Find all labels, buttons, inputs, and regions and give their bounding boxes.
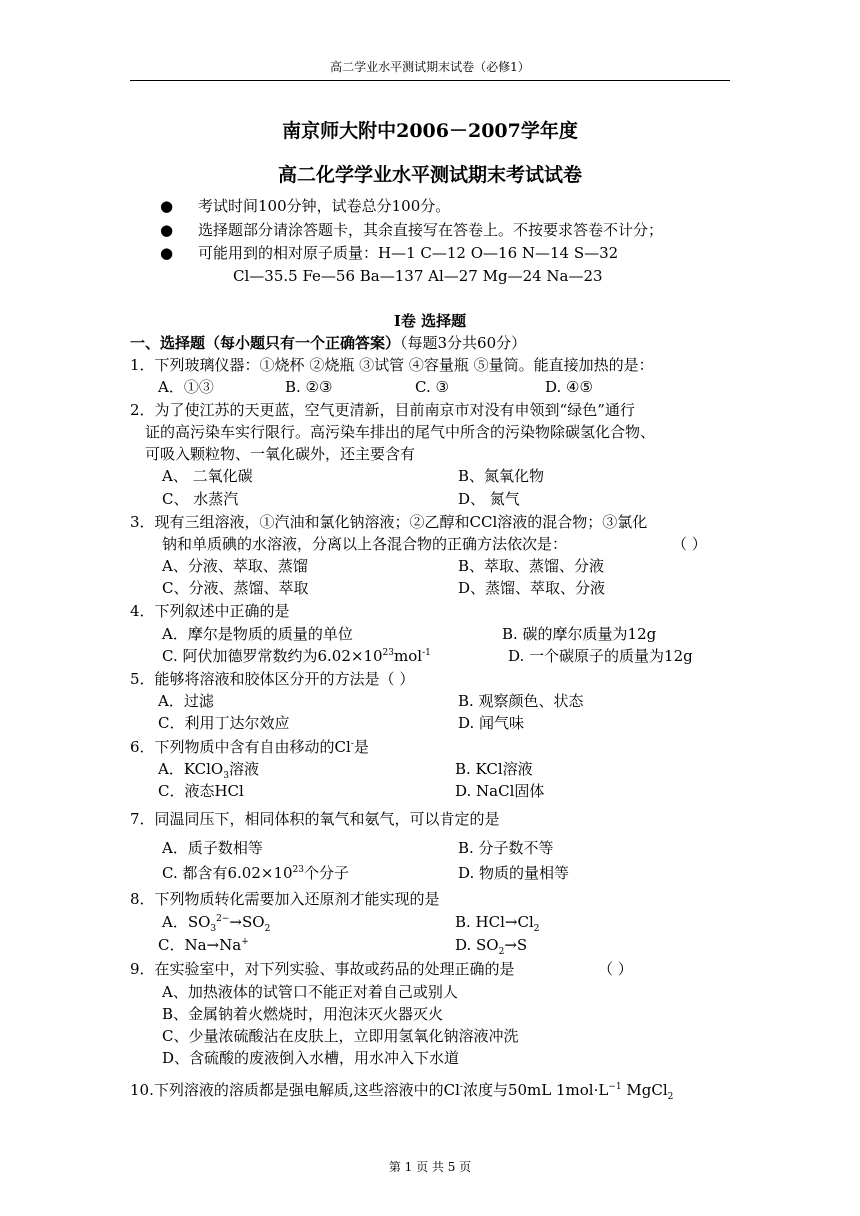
q3-option-a: A、分液、萃取、蒸馏	[162, 557, 308, 575]
question-8-stem: 8．下列物质转化需要加入还原剂才能实现的是	[130, 890, 440, 908]
q8-d-formula: D. SO	[455, 936, 499, 954]
q8-b-formula: B. HCl→Cl	[455, 913, 534, 931]
q2-option-c: C、 水蒸汽	[162, 490, 239, 508]
note-1: 考试时间100分钟，试卷总分100分。	[198, 197, 451, 215]
q8-option-a	[162, 912, 270, 932]
bullet-icon: ●	[160, 221, 174, 239]
q8-option-c	[158, 935, 249, 955]
q10-charge: -	[459, 1082, 463, 1092]
q6-option-a-formula: A．KClO	[158, 760, 224, 778]
q2-option-b: B、氮氧化物	[458, 467, 545, 485]
bullet-icon: ●	[160, 244, 174, 262]
q9-option-b: B、金属钠着火燃烧时，用泡沫灭火器灭火	[162, 1005, 444, 1023]
q10-text-2: 浓度与50mL 1mol·L	[462, 1081, 609, 1099]
school-title: 南京师大附中2006－2007学年度	[282, 120, 578, 142]
question-2-stem-line1: 2．为了使江苏的天更蓝，空气更清新，目前南京市对没有申领到“绿色”通行	[130, 401, 635, 419]
question-6-stem	[130, 737, 369, 757]
q2-option-a: A、 二氧化碳	[162, 467, 253, 485]
q5-option-a: A．过滤	[158, 692, 214, 710]
q8-b-subscript: 2	[533, 924, 540, 934]
q10-subscript: 2	[667, 1092, 674, 1102]
q8-c-formula: C．Na→Na	[158, 936, 242, 954]
q9-option-c: C、少量浓硫酸沾在皮肤上，立即用氢氧化钠溶液冲洗	[162, 1027, 519, 1045]
q1-option-d: D. ④⑤	[545, 378, 593, 396]
q4-unit-exponent: -1	[422, 648, 431, 658]
note-3-continued: Cl—35.5 Fe—56 Ba—137 Al—27 Mg—24 Na—23	[233, 267, 603, 285]
question-2-stem-line2: 证的高污染车实行限行。高污染车排出的尾气中所含的污染物除碳氢化合物、	[145, 423, 656, 441]
q4-option-b: B. 碳的摩尔质量为12g	[502, 625, 657, 643]
q5-option-b: B. 观察颜色、状态	[458, 692, 584, 710]
question-4-stem: 4．下列叙述中正确的是	[130, 602, 290, 620]
q8-c-charge: +	[241, 937, 249, 947]
q4-exponent: 23	[382, 648, 394, 658]
q8-a-charge: 2−	[216, 914, 230, 924]
q6-option-a	[158, 759, 259, 779]
q7-exponent: 23	[292, 865, 304, 875]
q6-stem-end: 是	[353, 738, 369, 756]
q7-option-c-end: 个分子	[304, 864, 350, 882]
q9-answer-blank: （ ）	[598, 960, 633, 978]
note-3: 可能用到的相对原子质量：H—1 C—12 O—16 N—14 S—32	[198, 244, 619, 262]
q8-d-subscript: 2	[498, 947, 505, 957]
q3-option-b: B、萃取、蒸馏、分液	[458, 557, 605, 575]
q4-option-c-text: C. 阿伏加德罗常数约为6.02×10	[162, 647, 383, 665]
header-rule	[130, 80, 730, 81]
q8-d-product: →S	[504, 936, 528, 954]
q3-answer-blank: （ ）	[672, 535, 707, 553]
bullet-icon: ●	[160, 197, 174, 215]
running-header: 高二学业水平测试期末试卷（必修1）	[330, 60, 530, 74]
q4-option-c	[162, 646, 431, 666]
q10-exponent: −1	[608, 1082, 622, 1092]
q8-a-formula: A．SO	[162, 913, 211, 931]
q3-option-c: C、分液、蒸馏、萃取	[162, 579, 309, 597]
q6-charge: -	[350, 739, 354, 749]
question-10-stem	[130, 1080, 673, 1100]
q5-option-c: C．利用丁达尔效应	[158, 714, 290, 732]
note-2: 选择题部分请涂答题卡，其余直接写在答卷上。不按要求答卷不计分；	[198, 221, 664, 239]
q4-option-d: D. 一个碳原子的质量为12g	[508, 647, 693, 665]
question-5-stem: 5．能够将溶液和胶体区分开的方法是（ ）	[130, 670, 415, 688]
section-title: Ⅰ卷 选择题	[393, 312, 467, 330]
section-heading-scoring: （每题3分共60分）	[400, 334, 527, 352]
q6-option-d: D. NaCl固体	[455, 782, 545, 800]
question-7-stem: 7．同温同压下，相同体积的氧气和氨气，可以肯定的是	[130, 810, 500, 828]
q7-option-d: D. 物质的量相等	[458, 864, 570, 882]
question-3-stem-line2: 钠和单质碘的水溶液，分离以上各混合物的正确方法依次是：	[162, 535, 568, 553]
q10-text: 10.下列溶液的溶质都是强电解质,这些溶液中的Cl	[130, 1081, 460, 1099]
q7-option-c	[162, 863, 349, 883]
section-heading	[130, 333, 526, 353]
q6-option-b: B. KCl溶液	[455, 760, 533, 778]
q4-unit: mol	[394, 647, 423, 665]
q7-option-b: B. 分子数不等	[458, 839, 554, 857]
q8-option-d	[455, 935, 527, 955]
q8-a-product: →SO	[229, 913, 265, 931]
q9-option-d: D、含硫酸的废液倒入水槽，用水冲入下水道	[162, 1049, 460, 1067]
q9-option-a: A、加热液体的试管口不能正对着自己或别人	[162, 983, 458, 1001]
q10-formula: MgCl	[621, 1081, 668, 1099]
q7-option-a: A．质子数相等	[162, 839, 263, 857]
exam-title: 高二化学学业水平测试期末考试试卷	[277, 164, 582, 186]
question-1-stem: 1．下列玻璃仪器：①烧杯 ②烧瓶 ③试管 ④容量瓶 ⑤量筒。能直接加热的是：	[130, 356, 654, 374]
q6-option-a-text: 溶液	[228, 760, 259, 778]
q8-option-b	[455, 912, 540, 932]
q8-a-subscript: 3	[210, 924, 217, 934]
q6-option-c: C．液态HCl	[158, 782, 244, 800]
q8-a-subscript-2: 2	[264, 924, 271, 934]
section-heading-bold: 一、选择题（每小题只有一个正确答案）	[130, 334, 401, 352]
q7-option-c-text: C. 都含有6.02×10	[162, 864, 293, 882]
q4-option-a: A．摩尔是物质的质量的单位	[162, 625, 353, 643]
q5-option-d: D. 闻气味	[458, 714, 525, 732]
page-number: 第 1 页 共 5 页	[388, 1160, 472, 1174]
question-3-stem-line1: 3．现有三组溶液，①汽油和氯化钠溶液；②乙醇和CCl溶液的混合物；③氯化	[130, 513, 648, 531]
q3-option-d: D、蒸馏、萃取、分液	[458, 579, 606, 597]
q1-option-a: A．①③	[158, 378, 214, 396]
question-2-stem-line3: 可吸入颗粒物、一氧化碳外，还主要含有	[145, 445, 416, 463]
q6-stem-text: 6．下列物质中含有自由移动的Cl	[130, 738, 351, 756]
q2-option-d: D、 氮气	[458, 490, 520, 508]
q1-option-b: B. ②③	[285, 378, 333, 396]
q6-subscript: 3	[223, 771, 229, 781]
q1-option-c: C. ③	[415, 378, 449, 396]
question-9-stem: 9．在实验室中，对下列实验、事故或药品的处理正确的是	[130, 960, 515, 978]
